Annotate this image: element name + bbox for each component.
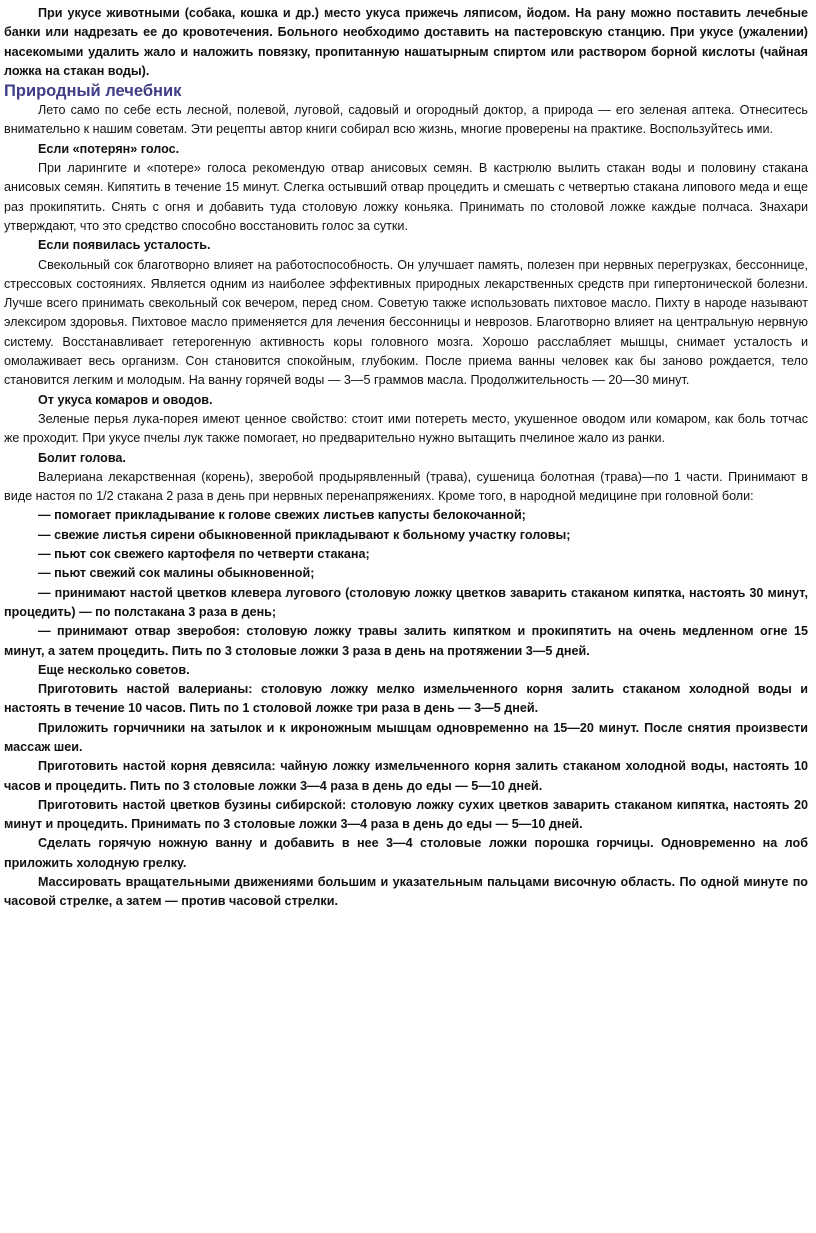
insects-paragraph: Зеленые перья лука-порея имеют ценное свойство: стоит ими потереть место, укушенное оводом или комаром, как боль тотчас же проходит. При укусе пчелы лук также помогает, но предварительно нужно вытащить пчелиное жало из ранки. bbox=[4, 411, 808, 446]
tips-paragraph: Приготовить настой цветков бузины сибирской: столовую ложку сухих цветков заварить стаканом кипятка, настоять 20 минут и процедить. Принимать по 3 столовые ложки 3—4 раза в день до еды — 5—10 дней. bbox=[4, 797, 808, 832]
insects-heading: От укуса комаров и оводов. bbox=[38, 392, 213, 407]
voice-paragraph: При ларингите и «потере» голоса рекомендую отвар анисовых семян. В кастрюлю вылить стакан воды и половину стакана анисовых семян. Кипятить в течение 15 минут. Слегка остывший отвар процедить и смешать с четвертью стакана липового меда и еще раз прокипятить. Снять с огня и добавить туда столовую ложку коньяка. Принимать по столовой ложке каждые полчаса. Знахари утверждают, что это средство способно восстановить голос за сутки. bbox=[4, 161, 808, 233]
tips-paragraph: Сделать горячую ножную ванну и добавить в нее 3—4 столовые ложки порошка горчицы. Одновременно на лоб приложить холодную грелку. bbox=[4, 836, 808, 870]
headache-list-item: — помогает прикладывание к голове свежих листьев капусты белокочанной; bbox=[38, 508, 526, 523]
section-intro-paragraph: Лето само по себе есть лесной, полевой, луговой, садовый и огородный доктор, а природа — его зеленая аптека. Отнеситесь внимательно к нашим советам. Эти рецепты автор книги собирал всю жизнь, многие проверены на практике. Воспользуйтесь ими. bbox=[4, 103, 808, 137]
fatigue-paragraph: Свекольный сок благотворно влияет на работоспособность. Он улучшает память, полезен при нервных перегрузках, бессоннице, стрессовых состояниях. Является одним из наиболее эффективных природных лекарственных средств при гипертонической болезни. Лучше всего принимать свекольный сок вечером, перед сном. Советую также использовать пихтовое масло. Пихту в народе называют элексиром здоровья. Пихтовое масло применяется для лечения бессонницы и неврозов. Благотворно влияет на центральную нервную систему. Восстанавливает гетерогенную активность коры головного мозга. Хорошо расслабляет мышцы, снимает усталость и омолаживает весь организм. Сон становится спокойным, глубоким. После приема ванны человек как бы заново рождается, тело становится легким и молодым. На ванну горячей воды — 3—5 граммов масла. Продолжительность — 20—30 минут. bbox=[4, 257, 808, 388]
headache-list-item: — принимают настой цветков клевера лугового (столовую ложку цветков заварить стаканом кипятка, настоять 30 минут, процедить) — по полстакана 3 раза в день; bbox=[4, 585, 808, 619]
tips-paragraph: Приложить горчичники на затылок и к икроножным мышцам одновременно на 15—20 минут. После снятия произвести массаж шеи. bbox=[4, 720, 808, 754]
fatigue-heading: Если появилась усталость. bbox=[38, 238, 211, 253]
tips-heading: Еще несколько советов. bbox=[38, 662, 190, 677]
tips-paragraph: Приготовить настой корня девясила: чайную ложку измельченного корня залить стаканом холодной воды, настоять 10 часов и процедить. Пить по 3 столовые ложки 3—4 раза в день до еды — 5—10 дней. bbox=[4, 759, 808, 793]
headache-list-item: — свежие листья сирени обыкновенной прикладывают к больному участку головы; bbox=[38, 527, 571, 542]
voice-heading: Если «потерян» голос. bbox=[38, 141, 180, 156]
tips-paragraph: Приготовить настой валерианы: столовую ложку мелко измельченного корня залить стаканом холодной воды и настоять в течение 10 часов. Пить по 1 столовой ложке три раза в день — 3—5 дней. bbox=[4, 682, 808, 716]
headache-list-item: — пьют сок свежего картофеля по четверти стакана; bbox=[38, 547, 370, 562]
headache-list-item: — принимают отвар зверобоя: столовую ложку травы залить кипятком и прокипятить на очень медленном огне 15 минут, а затем процедить. Пить по 3 столовые ложки 3 раза в день на протяжении 3—5 дней. bbox=[4, 624, 808, 658]
section-title: Природный лечебник bbox=[4, 82, 182, 101]
intro-paragraph: При укусе животными (собака, кошка и др.) место укуса прижечь ляписом, йодом. На рану можно поставить лечебные банки или надрезать ее до кровотечения. Больного необходимо доставить на пастеровскую станцию. При укусе (ужалении) насекомыми удалить жало и наложить повязку, пропитанную нашатырным спиртом или раствором борной кислоты (чайная ложка на стакан воды). bbox=[4, 6, 808, 78]
headache-heading: Болит голова. bbox=[38, 450, 126, 465]
headache-list-item: — пьют свежий сок малины обыкновенной; bbox=[38, 566, 315, 581]
headache-paragraph: Валериана лекарственная (корень), зверобой продырявленный (трава), сушеница болотная (трава)—по 1 части. Принимают в виде настоя по 1/2 стакана 2 раза в день при нервных перенапряжениях. Кроме того, в народной медицине при головной боли: bbox=[4, 469, 808, 504]
tips-paragraph: Массировать вращательными движениями большим и указательным пальцами височную область. По одной минуте по часовой стрелке, а затем — против часовой стрелки. bbox=[4, 875, 808, 909]
